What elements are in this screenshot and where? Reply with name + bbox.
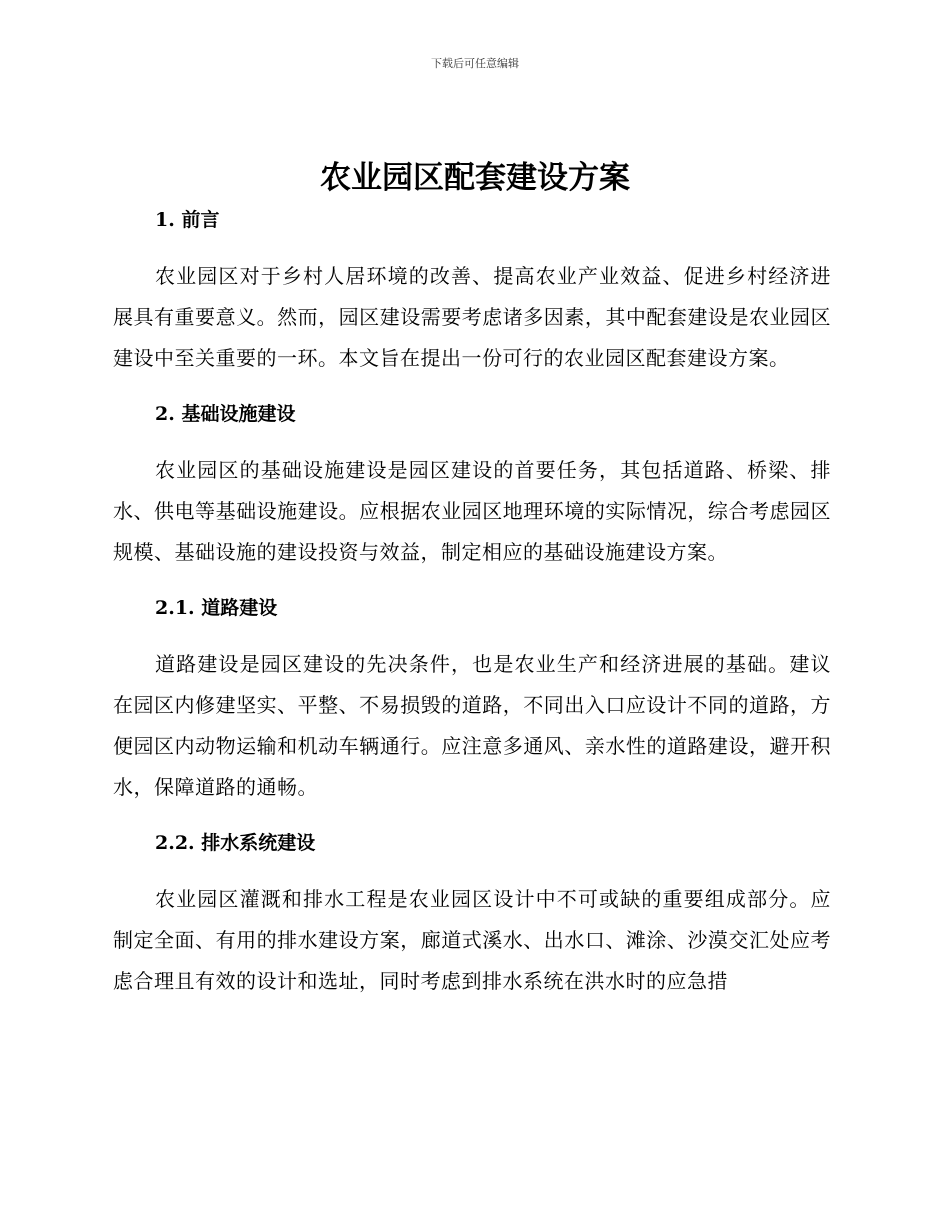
section-paragraph-infrastructure: 农业园区的基础设施建设是园区建设的首要任务，其包括道路、桥梁、排水、供电等基础设施建设。应根据农业园区地理环境的实际情况，综合考虑园区规模、基础设施的建设投资与效益，制定相应的基础设施建设方案。 <box>113 458 831 564</box>
section-paragraph-roads: 道路建设是园区建设的先决条件，也是农业生产和经济进展的基础。建议在园区内修建坚实、平整、不易损毁的道路，不同出入口应设计不同的道路，方便园区内动物运输和机动车辆通行。应注意多通风、亲水性的道路建设，避开积水，保障道路的通畅。 <box>113 652 831 799</box>
section-heading-preface: 1. 前言 <box>155 209 220 231</box>
document-title: 农业园区配套建设方案 <box>320 160 630 196</box>
document-body <box>113 206 831 1023</box>
section-paragraph-preface: 农业园区对于乡村人居环境的改善、提高农业产业效益、促进乡村经济进展具有重要意义。然而，园区建设需要考虑诸多因素，其中配套建设是农业园区建设中至关重要的一环。本文旨在提出一份可行的农业园区配套建设方案。 <box>113 264 831 370</box>
header-note: 下载后可任意编辑 <box>431 57 519 70</box>
section-heading-drainage: 2.2. 排水系统建设 <box>155 832 316 854</box>
section-paragraph-drainage: 农业园区灌溉和排水工程是农业园区设计中不可或缺的重要组成部分。应制定全面、有用的排水建设方案，廊道式溪水、出水口、滩涂、沙漠交汇处应考虑合理且有效的设计和选址，同时考虑到排水系统在洪水时的应急措 <box>113 887 831 993</box>
section-heading-roads: 2.1. 道路建设 <box>155 597 278 619</box>
section-heading-infrastructure: 2. 基础设施建设 <box>155 403 296 425</box>
